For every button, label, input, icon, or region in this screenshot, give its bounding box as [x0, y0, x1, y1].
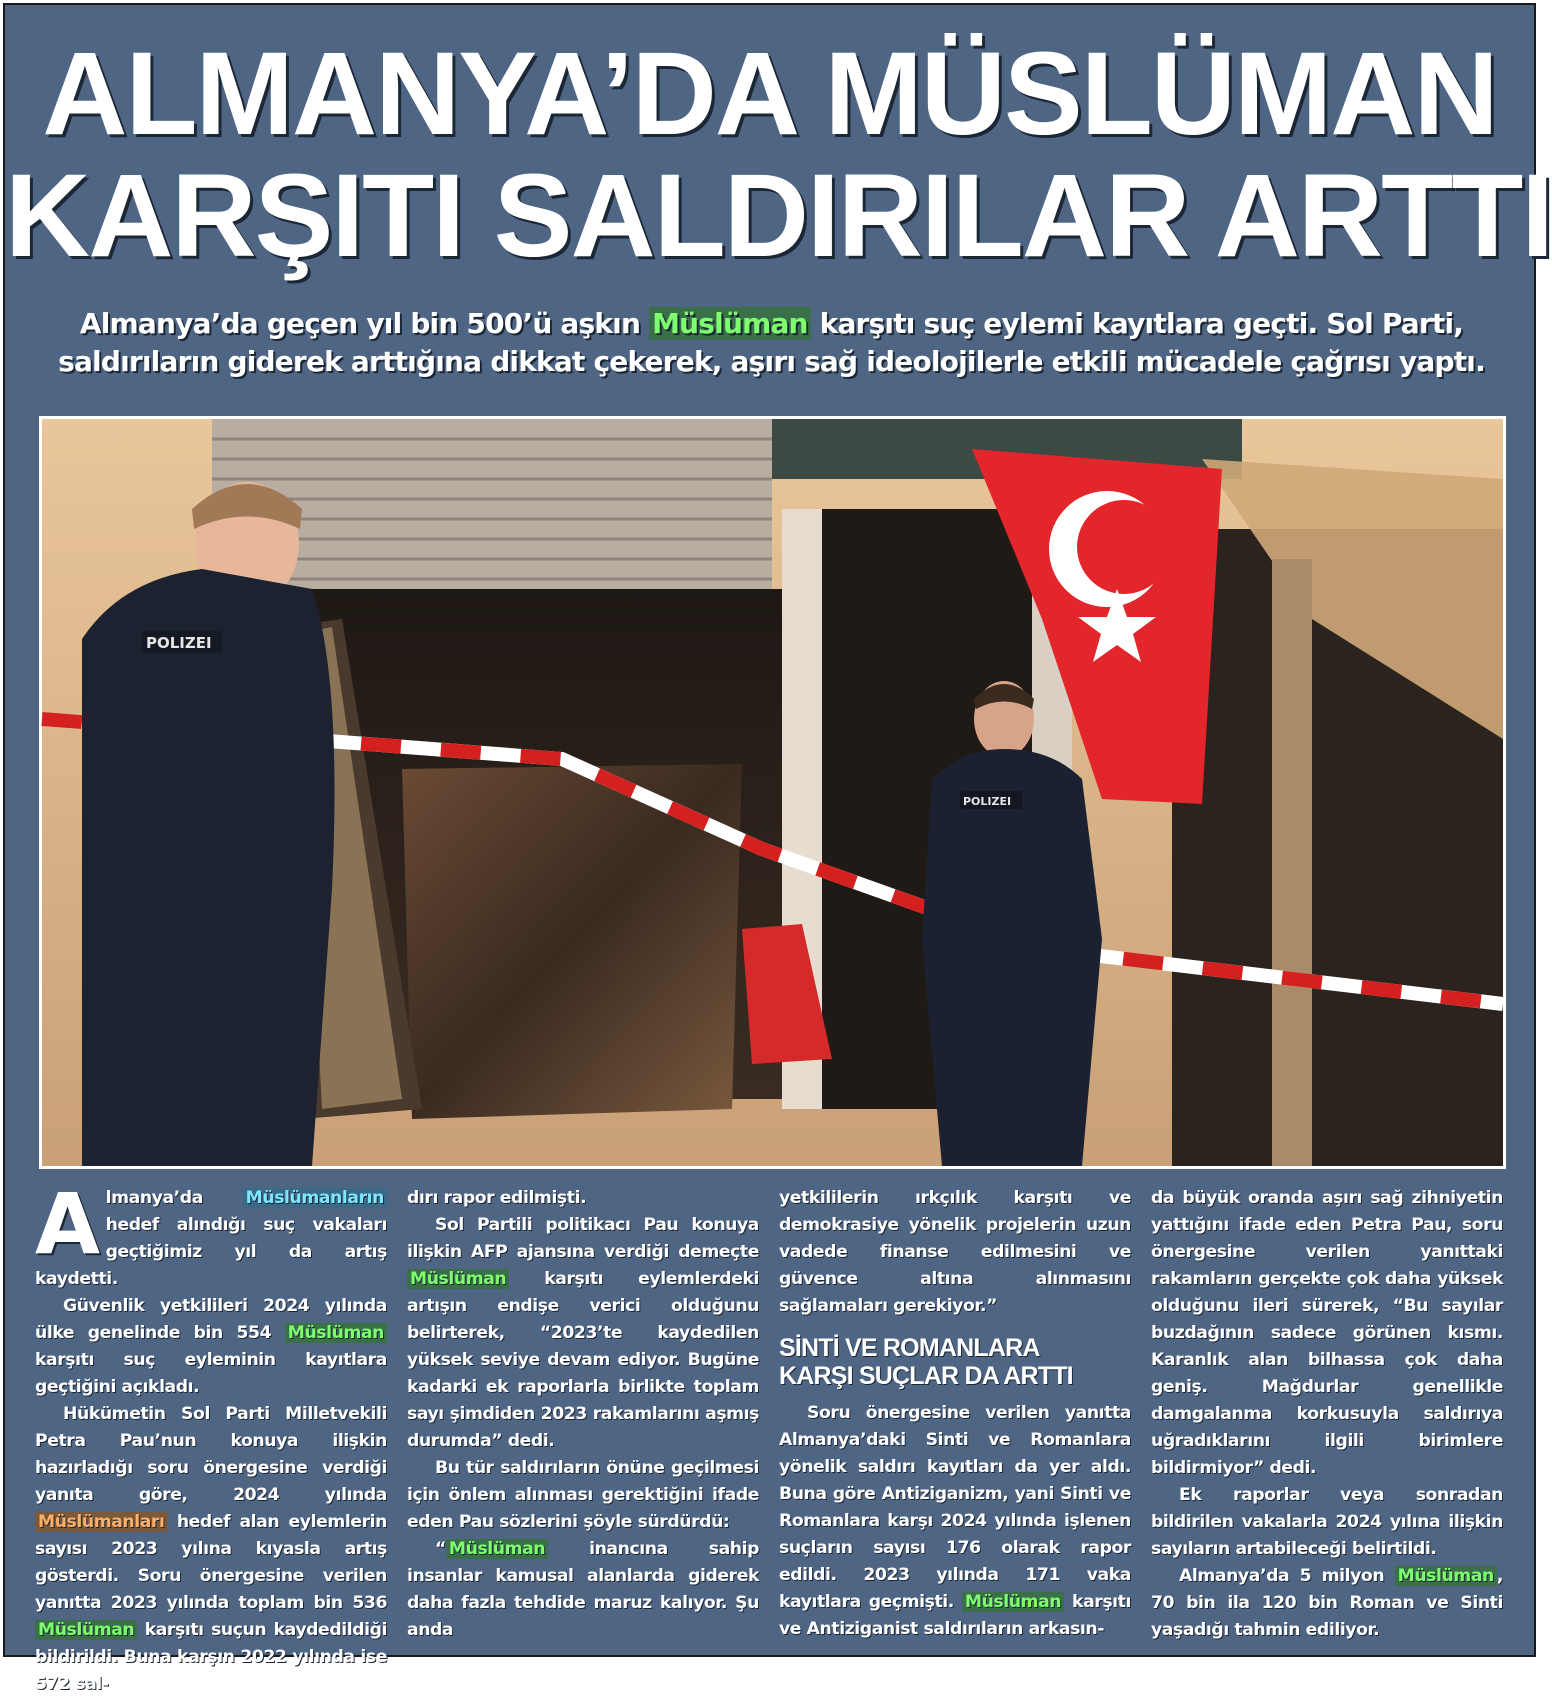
paragraph-5	[407, 1212, 759, 1455]
section-subheading	[779, 1334, 1131, 1390]
highlight-orange: Müslümanları	[35, 1512, 168, 1532]
newspaper-page	[3, 3, 1552, 1694]
text-span: hedef alan eylemlerin sayısı 2023 yılına kıyasla artış gösterdi. Soru önergesine verilen yanıtta 2023 yılında toplam bin 536	[35, 1512, 387, 1613]
paragraph-10: da büyük oranda aşırı sağ zihniyetin yattığını ifade eden Petra Pau, soru önergesine verilen yanıttaki rakamların gerçekte çok daha yüksek olduğunu ileri sürerek, “Bu sayılar buzdağının sadece görünen kısmı. Karanlık alan bilhassa çok daha geniş. Mağdurlar genellikle damgalanma korkusuyla saldırıya uğradıklarını ilgili birimlere bildirmiyor” dedi.	[1151, 1188, 1503, 1478]
paragraph-9	[779, 1400, 1131, 1643]
drop-cap: A	[35, 1175, 100, 1273]
highlight-green: Müslüman	[962, 1592, 1064, 1612]
text-span: Güvenlik yetkilileri 2024 yılında ülke genelinde bin 554	[35, 1296, 387, 1343]
headline-line-2: KARŞITI SALDIRILAR ARTTI	[5, 150, 1552, 282]
subheading-line-1: SİNTİ VE ROMANLARA	[779, 1334, 1040, 1362]
badge-left: POLIZEI	[146, 634, 212, 652]
news-photo	[39, 416, 1506, 1169]
text-span: inancına sahip insanlar kamusal alanlarda giderek daha fazla tehdide maruz kalıyor. Şu anda	[407, 1539, 759, 1640]
paragraph-7	[407, 1536, 759, 1644]
badge-right: POLIZEI	[963, 795, 1012, 808]
paragraph-6: Bu tür saldırıların önüne geçilmesi için önlem alınması gerektiğini ifade eden Pau sözlerini şöyle sürdürdü:	[407, 1458, 759, 1532]
text-span: karşıtı suç eyleminin kayıtlara geçtiğini açıkladı.	[35, 1350, 387, 1397]
text-span: karşıtı ve Antiziganist saldırıların arkasın-	[779, 1592, 1131, 1639]
paragraph-2	[35, 1293, 387, 1401]
paragraph-3	[35, 1401, 387, 1698]
highlight-green: Müslüman	[1395, 1566, 1497, 1586]
article-column-3	[779, 1185, 1131, 1655]
text-span: Soru önergesine verilen yanıtta Almanya’daki Sinti ve Romanlara yönelik saldırı kayıtları da yer aldı. Buna göre Antiziganizm, yani Sinti ve Romanlara karşı 2024 yılında işlenen suçların sayısı 176 olarak rapor edildi. 2023 yılında 171 vaka kayıtlara geçmişti.	[779, 1403, 1131, 1612]
text-span: hedef alındığı suç vakaları geçtiğimiz yıl da artış kaydetti.	[35, 1215, 387, 1289]
text-span: karşıtı suçun kaydedildiği bildirildi. Buna karşın 2022 yılında ise 572 sal-	[35, 1620, 387, 1694]
text-span: , 70 bin ila 120 bin Roman ve Sinti yaşadığı tahmin ediliyor.	[1151, 1566, 1503, 1640]
text-span: karşıtı eylemlerdeki artışın endişe verici olduğunu belirterek, “2023’te kaydedilen yüksek seviye devam ediyor. Bugüne kadarki ek raporlarla birlikte toplam sayı şimdiden 2023 rakamlarını aşmış durumda” dedi.	[407, 1269, 759, 1451]
paragraph-4: dırı rapor edilmişti.	[407, 1188, 587, 1208]
subheading-line-2: KARŞI SUÇLAR DA ARTTI	[779, 1362, 1073, 1390]
deck-part-2: karşıtı suç eylemi kayıtlara geçti. Sol Parti, saldırıların giderek arttığına dikkat çekerek, aşırı sağ ideolojilerle etkili mücadele çağrısı yaptı.	[58, 307, 1485, 378]
paragraph-12	[1151, 1563, 1503, 1644]
photo-illustration	[42, 419, 1503, 1166]
deck-part-1: Almanya’da geçen yıl bin 500’ü aşkın	[79, 307, 650, 340]
article-body	[35, 1175, 1513, 1694]
paragraph-8: yetkililerin ırkçılık karşıtı ve demokrasiye yönelik projelerin uzun vadede finanse edilmesini ve güvence altına alınmasını sağlamaları gerekiyor.”	[779, 1188, 1131, 1316]
wooden-post	[1272, 559, 1312, 1166]
highlight-green: Müslüman	[285, 1323, 387, 1343]
highlight-green: Müslüman	[35, 1620, 137, 1640]
deck-highlight: Müslüman	[649, 307, 811, 340]
highlight-cyan: Müslümanların	[243, 1188, 387, 1208]
text-span: lmanya’da	[105, 1188, 243, 1208]
article-column-1	[35, 1175, 387, 1694]
text-span: Hükümetin Sol Parti Milletvekili Petra Pau’nun konuya ilişkin hazırladığı soru önergesine verdiği yanıta göre, 2024 yılında	[35, 1404, 387, 1505]
deck-summary	[35, 305, 1508, 381]
text-span: Almanya’da 5 milyon	[1179, 1566, 1395, 1586]
paragraph-1	[35, 1175, 387, 1293]
article-column-2	[407, 1185, 759, 1655]
highlight-green: Müslüman	[446, 1539, 548, 1559]
text-span: Sol Partili politikacı Pau konuya ilişkin AFP ajansına verdiği demeçte	[407, 1215, 759, 1262]
article-column-4	[1151, 1185, 1503, 1655]
headline-line-1: ALMANYA’DA MÜSLÜMAN	[42, 28, 1497, 160]
highlight-green: Müslüman	[407, 1269, 509, 1289]
text-span: “	[435, 1539, 446, 1559]
paragraph-11: Ek raporlar veya sonradan bildirilen vakalarla 2024 yılına ilişkin sayıların artabileceği belirtildi.	[1151, 1485, 1503, 1559]
